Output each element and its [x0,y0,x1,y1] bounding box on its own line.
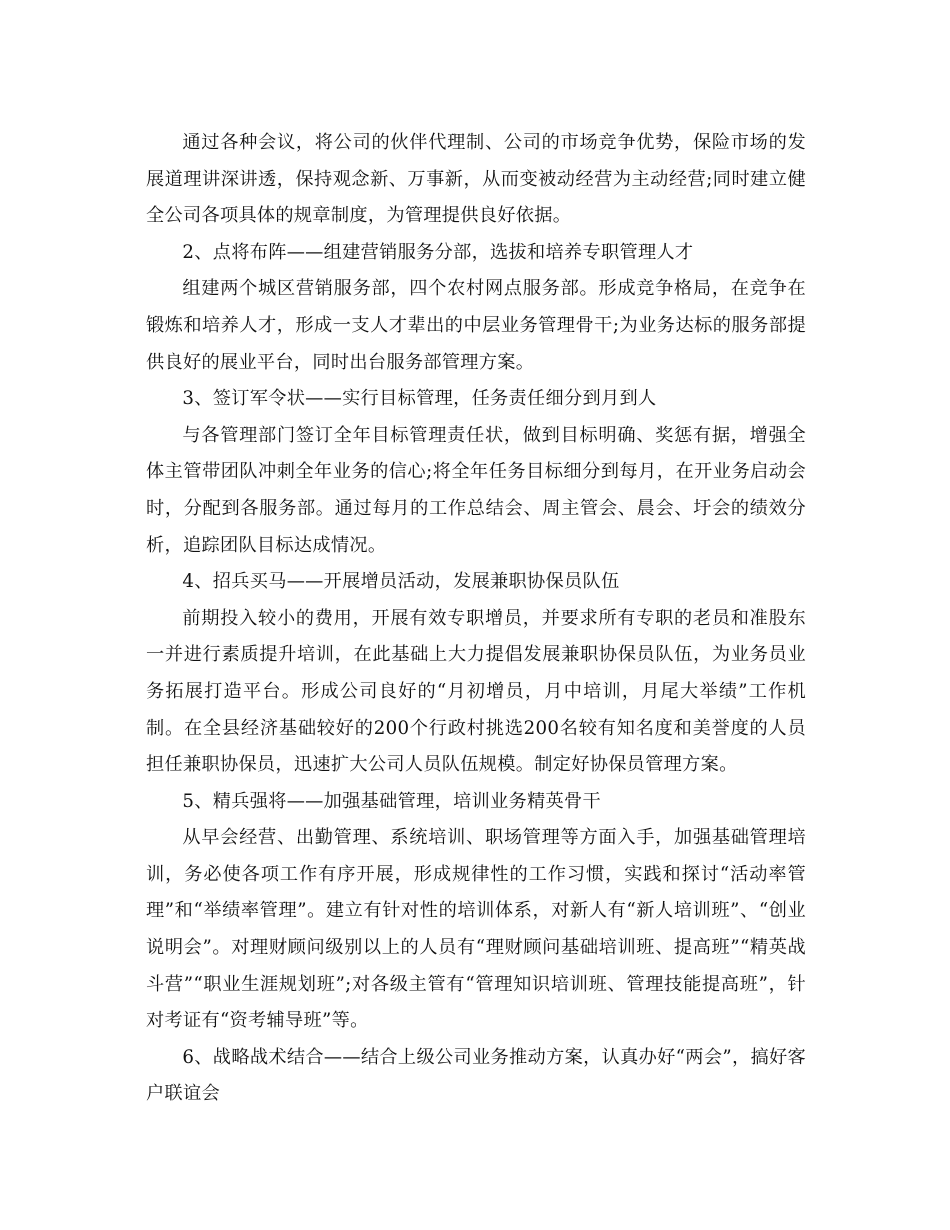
paragraph-recruitment: 前期投入较小的费用，开展有效专职增员，并要求所有专职的老员和准股东一并进行素质提升培训，在此基础上大力提倡发展兼职协保员队伍，为业务员业务拓展打造平台。形成公司良好的“月初增员，月中培训，月尾大举绩”工作机制。在全县经济基础较好的200个行政村挑选200名较有知名度和美誉度的人员担任兼职协保员，迅速扩大公司人员队伍规模。制定好协保员管理方案。 [146,607,806,776]
paragraph-service-departments: 组建两个城区营销服务部，四个农村网点服务部。形成竞争格局，在竞争在锻炼和培养人才，形成一支人才辈出的中层业务管理骨干;为业务达标的服务部提供良好的展业平台，同时出台服务部管理方案。 [146,278,806,373]
paragraph-target-management: 与各管理部门签订全年目标管理责任状，做到目标明确、奖惩有据，增强全体主管带团队冲刺全年业务的信心;将全年任务目标细分到每月，在开业务启动会时，分配到各服务部。通过每月的工作总结会、周主管会、晨会、圩会的绩效分析，追踪团队目标达成情况。 [146,424,806,556]
heading-item-6: 6、战略战术结合——结合上级公司业务推动方案，认真办好“两会”，搞好客户联谊会 [146,1046,806,1105]
paragraph-meetings: 通过各种会议，将公司的伙伴代理制、公司的市场竞争优势，保险市场的发展道理讲深讲透，保持观念新、万事新，从而变被动经营为主动经营;同时建立健全公司各项具体的规章制度，为管理提供良好依据。 [146,132,806,227]
heading-item-4: 4、招兵买马——开展增员活动，发展兼职协保员队伍 [182,571,620,593]
heading-item-2: 2、点将布阵——组建营销服务分部，选拔和培养专职管理人才 [182,241,694,263]
heading-item-3: 3、签订军令状——实行目标管理，任务责任细分到月到人 [182,388,657,410]
paragraph-training: 从早会经营、出勤管理、系统培训、职场管理等方面入手，加强基础管理培训，务必使各项工作有序开展，形成规律性的工作习惯，实践和探讨“活动率管理”和“举绩率管理”。建立有针对性的培训体系，对新人有“新人培训班”、“创业说明会”。对理财顾问级别以上的人员有“理财顾问基础培训班、提高班”“精英战斗营”“职业生涯规划班”;对各级主管有“管理知识培训班、管理技能提高班”，针对考证有“资考辅导班”等。 [146,827,806,1032]
heading-item-5: 5、精兵强将——加强基础管理，培训业务精英骨干 [182,790,601,812]
document-body [146,125,806,1113]
